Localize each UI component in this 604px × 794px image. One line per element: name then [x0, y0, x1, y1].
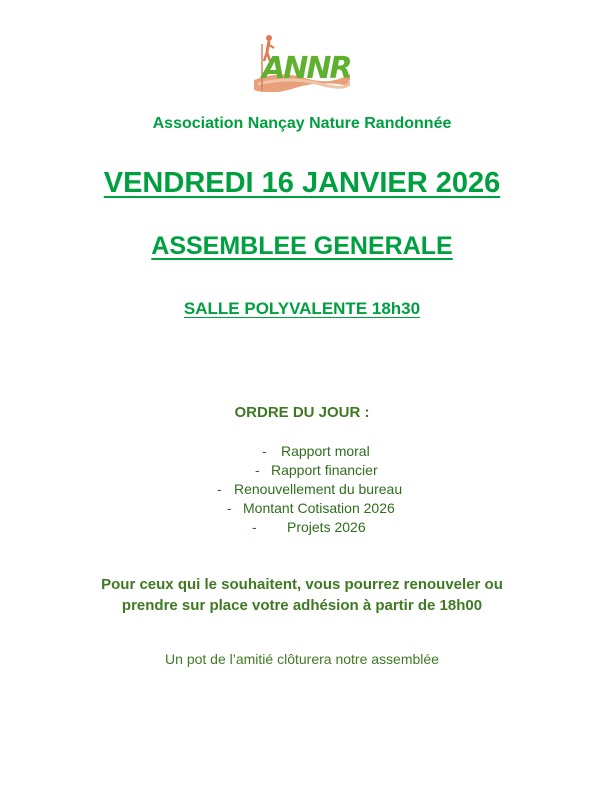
agenda-title: ORDRE DU JOUR : — [234, 404, 370, 421]
closing-note: Un pot de l’amitié clôturera notre assemblée — [165, 651, 439, 667]
event-date: VENDREDI 16 JANVIER 2026 — [103, 167, 501, 199]
agenda-item-text: Projets 2026 — [287, 519, 366, 535]
agenda-item — [0, 518, 604, 537]
agenda-item-text: Montant Cotisation 2026 — [243, 500, 395, 516]
association-name: Association Nançay Nature Randonnée — [152, 115, 452, 132]
dash-bullet: - — [255, 462, 260, 478]
agenda-item-text: Rapport moral — [281, 443, 370, 459]
agenda-list — [0, 442, 604, 537]
agenda-item — [0, 499, 604, 518]
association-logo — [250, 30, 350, 92]
agenda-item-text: Renouvellement du bureau — [234, 481, 403, 497]
dash-bullet: - — [262, 443, 267, 459]
logo-text: ANNR — [262, 51, 350, 86]
renewal-notice — [0, 574, 604, 616]
agenda-item — [0, 442, 604, 461]
dash-bullet: - — [227, 500, 232, 516]
agenda-item — [0, 480, 604, 499]
hiker-logo-icon — [250, 30, 350, 92]
event-location: SALLE POLYVALENTE 18h30 — [183, 299, 421, 318]
renewal-line-1: Pour ceux qui le souhaitent, vous pourrez renouveler ou — [101, 576, 503, 593]
renewal-line-2: prendre sur place votre adhésion à partir de 18h00 — [121, 597, 483, 614]
agenda-item-text: Rapport financier — [271, 462, 378, 478]
agenda-item — [0, 461, 604, 480]
dash-bullet: - — [217, 481, 222, 497]
event-title: ASSEMBLEE GENERALE — [151, 232, 453, 260]
dash-bullet: - — [252, 519, 257, 535]
